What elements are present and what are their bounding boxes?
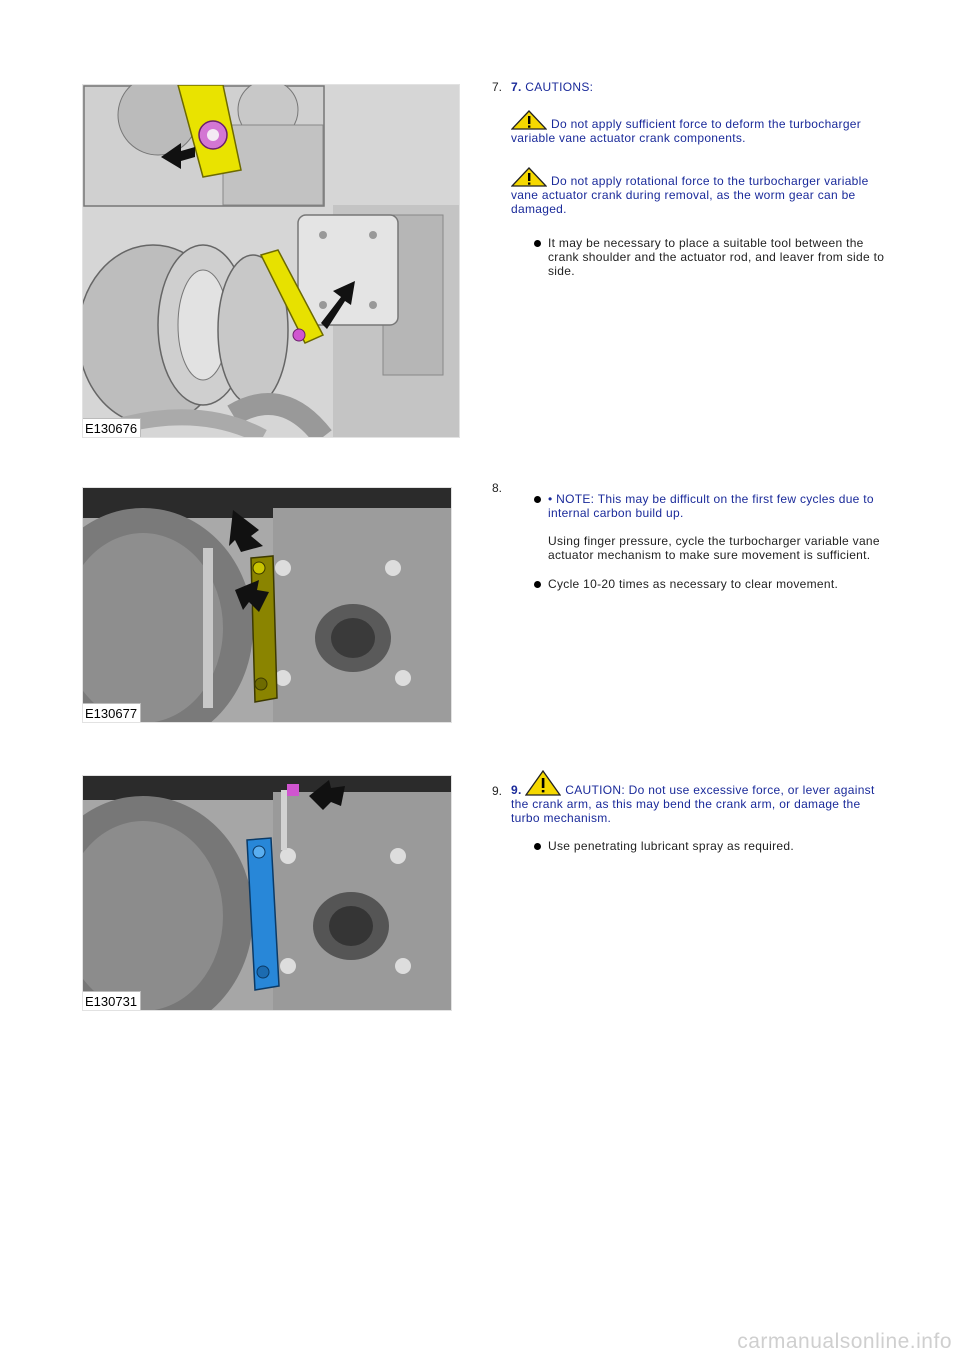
figure-label: E130731	[83, 991, 141, 1010]
step-number: 8.	[492, 481, 503, 495]
bullet-icon	[534, 581, 541, 588]
caution-1	[511, 110, 891, 145]
paragraph-text: Using finger pressure, cycle the turbocharger variable vane actuator mechanism to make sure movement is sufficient.	[548, 534, 880, 562]
step-number: 9.	[492, 784, 503, 798]
caution-text: Do not apply rotational force to the turbocharger variable vane actuator crank during removal, as the worm gear can be damaged.	[511, 174, 869, 216]
crank-arm-illustration	[83, 776, 451, 1010]
bullet-icon	[534, 240, 541, 247]
actuator-illustration	[83, 488, 451, 722]
bullet-item	[548, 577, 888, 591]
bullet-icon	[534, 496, 541, 503]
figure-e130731	[82, 775, 452, 1011]
caution-2	[511, 167, 891, 216]
bullet-text: Cycle 10-20 times as necessary to clear movement.	[548, 577, 839, 591]
warning-icon	[511, 110, 547, 130]
bullet-item	[548, 236, 888, 278]
warning-icon	[525, 770, 561, 796]
bullet-text: • NOTE: This may be difficult on the first few cycles due to internal carbon build up.	[548, 492, 874, 520]
caution-text: CAUTION: Do not use excessive force, or lever against the crank arm, as this may bend the crank arm, or damage the turbo mechanism.	[511, 783, 875, 825]
turbocharger-illustration	[83, 85, 459, 437]
step-heading-text: CAUTIONS:	[521, 80, 594, 94]
caution-text: Do not apply sufficient force to deform the turbocharger variable vane actuator crank components.	[511, 117, 862, 145]
step-heading-bold: 9.	[511, 783, 522, 797]
step-heading	[511, 80, 891, 94]
figure-label: E130677	[83, 703, 141, 722]
step-heading-bold: 7.	[511, 80, 522, 94]
bullet-item	[548, 492, 888, 520]
bullet-item	[548, 839, 888, 853]
paragraph	[548, 534, 888, 562]
warning-icon	[511, 167, 547, 187]
figure-label: E130676	[83, 418, 141, 437]
figure-e130676	[82, 84, 460, 438]
step-number: 7.	[492, 80, 503, 94]
bullet-icon	[534, 843, 541, 850]
watermark: carmanualsonline.info	[737, 1330, 952, 1353]
caution-3	[511, 770, 891, 825]
bullet-text: Use penetrating lubricant spray as required.	[548, 839, 794, 853]
figure-e130677	[82, 487, 452, 723]
bullet-text: It may be necessary to place a suitable tool between the crank shoulder and the actuator rod, and leaver from side to side.	[548, 236, 885, 278]
